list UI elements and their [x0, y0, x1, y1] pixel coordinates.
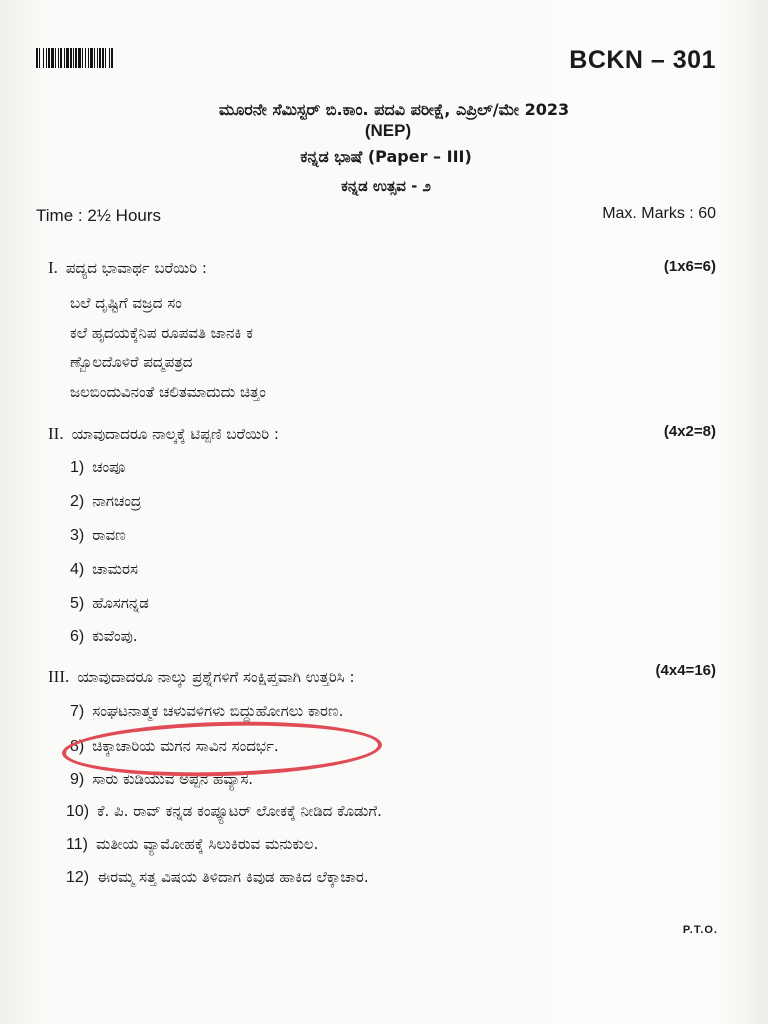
section-marks: (4x2=8) — [663, 423, 716, 440]
question-text: ಹೊಸಗನ್ನಡ — [92, 594, 149, 612]
exam-title: ಮೂರನೇ ಸೆಮಿಸ್ಟರ್ ಬಿ.ಕಾಂ. ಪದವಿ ಪರೀಕ್ಷೆ, ಎಪ್ರಿಲ್/ಮೇ 2023 — [218, 100, 570, 119]
question-number: 8) — [70, 738, 85, 755]
question-number: 5) — [70, 595, 85, 612]
section-title: ಯಾವುದಾದರೂ ನಾಲ್ಕಕ್ಕೆ ಟಿಪ್ಪಣಿ ಬರೆಯಿರಿ : — [71, 425, 279, 443]
question-item — [70, 560, 138, 579]
question-number: 4) — [70, 561, 85, 578]
paper-code: BCKN – 301 — [569, 46, 716, 74]
subject-title: ಕನ್ನಡ ಭಾಷೆ (Paper – III) — [300, 147, 472, 166]
question-text: ಸಂಘಟನಾತ್ಮಕ ಚಳುವಳಿಗಳು ಬಿದ್ದುಹೋಗಲು ಕಾರಣ. — [92, 702, 344, 720]
question-number: 2) — [70, 493, 85, 510]
question-item — [66, 835, 318, 854]
section-number: II. — [48, 424, 64, 443]
question-number: 9) — [70, 771, 85, 788]
barcode — [36, 48, 168, 68]
question-text: ರಾವಣ — [92, 526, 126, 544]
question-text: ಕೆ. ಪಿ. ರಾವ್ ಕನ್ನಡ ಕಂಪ್ಯೂಟರ್ ಲೋಕಕ್ಕೆ ನೀಡಿದ ಕೊಡುಗೆ. — [97, 802, 382, 820]
section-heading — [48, 258, 207, 278]
question-number: 12) — [66, 869, 90, 886]
barcode-bar — [113, 48, 114, 68]
question-text: ಕುವೆಂಪು. — [92, 627, 138, 645]
poem-line: ಣ್ಬೊಲದೊಳಿರೆ ಪದ್ಮಪತ್ರದ — [70, 353, 193, 371]
question-number: 11) — [66, 836, 88, 853]
poem-line: ಬಲೆ ದೃಷ್ಟಿಗೆ ವಜ್ರದ ಸಂ — [70, 294, 182, 312]
section-heading — [48, 424, 279, 444]
highlight-circle-annotation — [61, 718, 382, 780]
question-text: ಮತೀಯ ವ್ಯಾಮೋಹಕ್ಕೆ ಸಿಲುಕಿರುವ ಮನುಕುಲ. — [95, 835, 319, 853]
question-item — [70, 594, 149, 613]
section-title: ಯಾವುದಾದರೂ ನಾಲ್ಕು ಪ್ರಶ್ನೆಗಳಿಗೆ ಸಂಕ್ಷಿಪ್ತವಾಗಿ ಉತ್ತರಿಸಿ : — [77, 668, 355, 686]
time-allowed: Time : 2½ Hours — [36, 206, 162, 225]
question-number: 10) — [66, 803, 90, 820]
poem-line: ಕಲೆ ಹೃದಯಕ್ಕೆನಿಪ ರೂಪವತಿ ಜಾನಕಿ ಕ — [70, 324, 253, 342]
section-heading — [48, 667, 355, 687]
question-text: ಚಿಕ್ಕಾಚಾರಿಯ ಮಗನ ಸಾವಿನ ಸಂದರ್ಭ. — [92, 737, 279, 755]
max-marks: Max. Marks : 60 — [602, 205, 716, 222]
question-item — [70, 526, 126, 545]
question-item — [66, 868, 369, 887]
section-marks: (4x4=16) — [655, 662, 716, 679]
poem-line: ಜಲಬಿಂದುವಿನಂತೆ ಚಲಿತಮಾದುದು ಚಿತ್ತಂ — [70, 383, 266, 401]
question-text: ಚಾಮರಸ — [92, 560, 138, 578]
question-text: ಚಂಪೂ — [92, 458, 126, 476]
question-item — [70, 458, 125, 477]
question-item — [66, 802, 382, 821]
section-marks: (1x6=6) — [663, 258, 716, 275]
question-number: 7) — [70, 703, 85, 720]
section-number: III. — [48, 667, 70, 686]
question-number: 3) — [70, 527, 85, 544]
book-title: ಕನ್ನಡ ಉತ್ಸವ - ೨ — [341, 177, 431, 195]
question-text: ನಾಗಚಂದ್ರ — [92, 492, 142, 510]
scheme-label: (NEP) — [364, 121, 412, 140]
question-item — [70, 492, 141, 511]
question-item — [70, 627, 138, 646]
question-number: 6) — [70, 628, 85, 645]
question-text: ಈರಮ್ಮ ಸತ್ತ ವಿಷಯ ತಿಳಿದಾಗ ಕಿವುಡ ಹಾಕಿದ ಲೆಕ್ಕಾಚಾರ. — [97, 868, 369, 886]
section-title: ಪದ್ಯದ ಭಾವಾರ್ಥ ಬರೆಯಿರಿ : — [65, 259, 207, 277]
section-number: I. — [48, 258, 58, 277]
question-number: 1) — [70, 459, 85, 476]
pto-label: P.T.O. — [682, 924, 718, 936]
question-item — [70, 702, 343, 721]
question-text: ಸಾರು ಕುಡಿಯುವ ಅಪ್ಪನ ಹವ್ಯಾಸ. — [92, 770, 254, 788]
